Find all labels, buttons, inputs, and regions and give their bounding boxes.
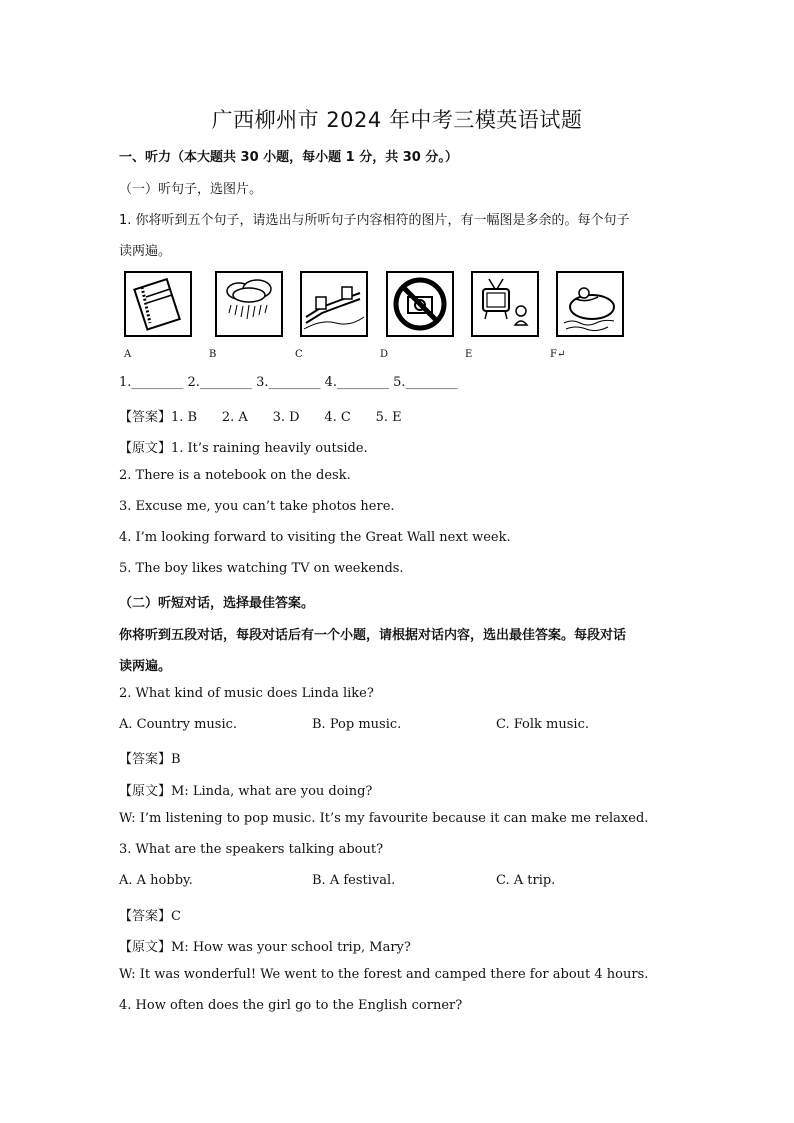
page-title: 广西柳州市 2024 年中考三模英语试题	[211, 108, 583, 132]
instruction-line-2: 读两遍。	[119, 244, 172, 259]
part2-instruction-1: 你将听到五段对话，每段对话后有一个小题，请根据对话内容，选出最佳答案。每段对话	[119, 628, 627, 643]
picture-label-e: E	[465, 349, 473, 360]
q3-option-b: B. A festival.	[312, 873, 396, 888]
part2-instruction-2: 读两遍。	[119, 659, 172, 674]
rain-cloud-icon	[215, 271, 283, 337]
picture-label-c: C	[295, 349, 303, 360]
answer-blanks: 1.________ 2.________ 3.________ 4.________ 5.________	[119, 375, 458, 390]
part2-heading: （二）听短对话，选择最佳答案。	[119, 596, 315, 611]
transcript-label: 【原文】	[119, 784, 172, 799]
transcript-label: 【原文】	[119, 441, 172, 456]
transcript-line-5: 5. The boy likes watching TV on weekends.	[119, 561, 404, 576]
transcript-line-3: 3. Excuse me, you can’t take photos here.	[119, 499, 395, 514]
answer-value: B	[171, 752, 181, 767]
q3-answer	[119, 905, 181, 924]
answer-label: 【答案】	[119, 410, 172, 425]
transcript-label: 【原文】	[119, 940, 172, 955]
question-3: 3. What are the speakers talking about?	[119, 842, 384, 857]
question-2: 2. What kind of music does Linda like?	[119, 686, 374, 701]
picture-label-b: B	[209, 349, 217, 360]
q3-option-c: C. A trip.	[496, 873, 556, 888]
question-4: 4. How often does the girl go to the English corner?	[119, 998, 463, 1013]
swimming-icon	[556, 271, 624, 337]
part1-heading: （一）听句子，选图片。	[119, 182, 263, 197]
q2-answer	[119, 748, 181, 767]
q3-transcript-1	[119, 936, 411, 955]
transcript-sentence: M: Linda, what are you doing?	[171, 784, 373, 799]
picture-label-d: D	[380, 349, 389, 360]
transcript-line-1	[119, 437, 368, 456]
q2-transcript-1	[119, 780, 372, 799]
section-heading: 一、听力（本大题共 30 小题，每小题 1 分，共 30 分。）	[119, 150, 458, 165]
picture-label-f: F↵	[550, 349, 566, 360]
q3-transcript-2: W: It was wonderful! We went to the forest and camped there for about 4 hours.	[119, 967, 649, 982]
notebook-icon	[124, 271, 192, 337]
transcript-sentence: M: How was your school trip, Mary?	[171, 940, 411, 955]
q2-option-c: C. Folk music.	[496, 717, 589, 732]
answer-label: 【答案】	[119, 752, 172, 767]
great-wall-icon	[300, 271, 368, 337]
transcript-sentence: 1. It’s raining heavily outside.	[171, 441, 368, 456]
q2-option-b: B. Pop music.	[312, 717, 402, 732]
picture-label-a: A	[124, 349, 132, 360]
tv-boy-icon	[471, 271, 539, 337]
q3-option-a: A. A hobby.	[119, 873, 193, 888]
picture-row	[124, 271, 634, 341]
no-photo-icon	[386, 271, 454, 337]
answer-label: 【答案】	[119, 909, 172, 924]
instruction-line-1: 1. 你将听到五个句子，请选出与所听句子内容相符的图片，有一幅图是多余的。每个句子	[119, 213, 630, 228]
answer-value: C	[171, 909, 181, 924]
transcript-line-4: 4. I’m looking forward to visiting the Great Wall next week.	[119, 530, 511, 545]
transcript-line-2: 2. There is a notebook on the desk.	[119, 468, 351, 483]
answer-line	[119, 406, 402, 425]
q2-option-a: A. Country music.	[119, 717, 238, 732]
answer-text: 1. B 2. A 3. D 4. C 5. E	[171, 410, 402, 425]
q2-transcript-2: W: I’m listening to pop music. It’s my favourite because it can make me relaxed.	[119, 811, 649, 826]
